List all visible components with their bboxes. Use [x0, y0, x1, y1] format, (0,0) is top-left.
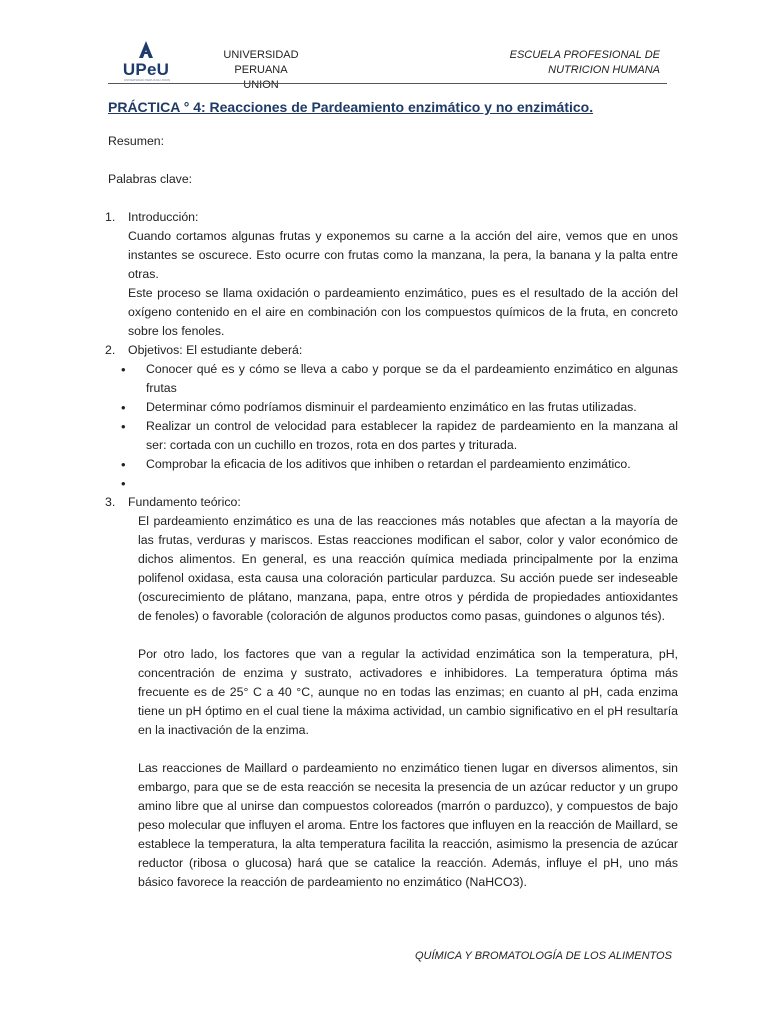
list-item [108, 417, 678, 455]
school-name-line2: NUTRICION HUMANA [548, 64, 660, 76]
keywords-label: Palabras clave: [108, 172, 193, 186]
document-body [105, 132, 678, 892]
bullet-icon: • [121, 400, 126, 415]
intro-paragraph-1: Cuando cortamos algunas frutas y exponemos su carne a la acción del aire, vemos que en unos instantes se oscurece. Esto ocurre con frutas como la manzana, la pera, la banana y la palta entre otras. [128, 229, 678, 281]
logo-subtext: UNIVERSIDAD PERUANA UNION [123, 79, 171, 82]
header-divider [108, 83, 667, 84]
bullet-icon: • [121, 362, 126, 377]
section-number: 1. [105, 210, 116, 224]
bullet-icon: • [121, 476, 126, 491]
resumen-label: Resumen: [108, 134, 165, 148]
section-heading: Objetivos: El estudiante deberá: [128, 343, 303, 357]
list-item [108, 474, 678, 493]
section-heading: Introducción: [128, 210, 199, 224]
school-name [460, 48, 660, 78]
objective-text: Comprobar la eficacia de los aditivos que inhiben o retardan el pardeamiento enzimático. [146, 457, 631, 471]
objective-text: Determinar cómo podríamos disminuir el pardeamiento enzimático en las frutas utilizadas. [146, 400, 637, 414]
intro-paragraph-2: Este proceso se llama oxidación o pardeamiento enzimático, pues es el resultado de la acción del oxígeno contenido en el aire en combinación con los compuestos químicos de la fruta, en concreto sobre los fenoles. [128, 286, 678, 338]
school-name-line1: ESCUELA PROFESIONAL DE [509, 49, 660, 61]
page-title: PRÁCTICA ° 4: Reacciones de Pardeamiento enzimático y no enzimático. [108, 99, 594, 115]
fundamento-paragraph-1: El pardeamiento enzimático es una de las reacciones más notables que afectan a la mayoría de las frutas, verduras y mariscos. Estas reacciones modifican el sabor, color y valor económico de dichos alimentos. En general, es una reacción química mediada principalmente por la enzima polifenol oxidasa, esta causa una coloración particular parduzca. Su acción puede ser indeseable (oscurecimiento de plátano, manzana, papa, entre otros y pérdida de propiedades antioxidantes de fenoles) o favorable (coloración de algunos productos como pasas, guindones o algunos tés). [138, 514, 678, 623]
section-heading: Fundamento teórico: [128, 495, 241, 509]
section-fundamento [105, 493, 678, 512]
bullet-icon: • [121, 419, 126, 434]
page-footer: QUÍMICA Y BROMATOLOGÍA DE LOS ALIMENTOS [415, 950, 672, 962]
fundamento-paragraph-3: Las reacciones de Maillard o pardeamiento no enzimático tienen lugar en diversos alimentos, sin embargo, para que se de esta reacción se necesita la presencia de un azúcar reductor y un grupo amino libre que al unirse dan compuestos coloreados (marrón o parduzco), y compuestos de bajo peso molecular que influyen el aroma. Entre los factores que influyen en la reacción de Maillard, se establece la temperatura, la alta temperatura facilita la reacción, asimismo la presencia de azúcar reductor (ribosa o glucosa) hará que se catalice la reacción. Además, influye el pH, uno más básico favorece la reacción de pardeamiento no enzimático (NaHCO3). [138, 761, 678, 889]
objective-text: Conocer qué es y cómo se lleva a cabo y porque se da el pardeamiento enzimático en algunas frutas [146, 362, 678, 395]
objective-text: Realizar un control de velocidad para establecer la rapidez de pardeamiento en la manzana al ser: cortada con un cuchillo en trozos, rota en dos partes y triturada. [146, 419, 678, 452]
fundamento-paragraph-2: Por otro lado, los factores que van a regular la actividad enzimática son la temperatura, pH, concentración de enzima y sustrato, activadores e inhibidores. La temperatura óptima más frecuente es de 25° C a 40 °C, aunque no en todas las enzimas; en cuanto al pH, cada enzima tiene un pH óptimo en el cual tiene la máxima actividad, un cambio significativo en el pH resultaría en la inactivación de la enzima. [138, 647, 678, 737]
logo-emblem-icon [115, 40, 177, 62]
bullet-icon: • [121, 457, 126, 472]
list-item [108, 455, 678, 474]
section-number: 3. [105, 495, 116, 509]
university-name [196, 48, 326, 93]
section-objetivos [105, 341, 678, 360]
list-item [108, 398, 678, 417]
logo-wordmark: UPeU [122, 60, 170, 79]
list-item [108, 360, 678, 398]
university-name-line1: UNIVERSIDAD PERUANA [223, 49, 299, 76]
section-introduccion [105, 208, 678, 341]
university-name-line2: UNION [243, 79, 279, 91]
university-logo [115, 40, 177, 80]
section-number: 2. [105, 343, 116, 357]
